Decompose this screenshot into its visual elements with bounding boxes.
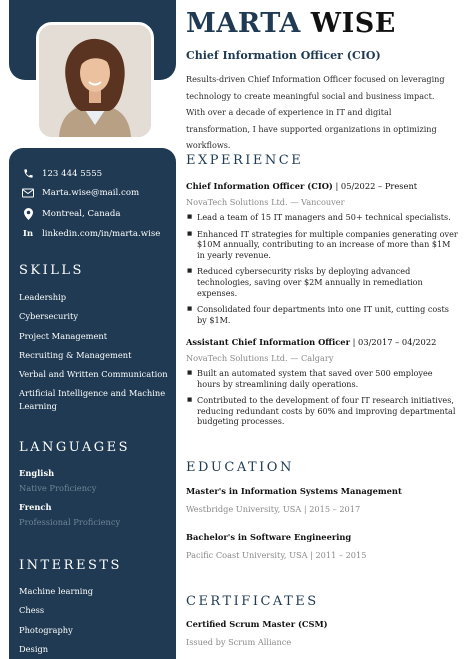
phone-icon <box>20 168 36 179</box>
degree-school: Westbridge University, USA | 2015 – 2017 <box>186 504 361 514</box>
job-dates: | 05/2022 – Present <box>332 181 418 191</box>
interest-item: Photography <box>19 625 73 635</box>
interest-item: Chess <box>19 605 45 615</box>
job-bullet: ■ Enhanced IT strategies for multiple companies generating over $10M annually, contributing to an increase of more than $1M in yearly revenue. <box>186 229 458 261</box>
job-company: NovaTech Solutions Ltd. — Calgary <box>186 353 334 363</box>
job-title: Assistant Chief Information Officer <box>186 337 350 347</box>
job-bullet: ■ Lead a team of 15 IT managers and 50+ technical specialists. <box>186 212 458 223</box>
sidebar <box>9 148 176 659</box>
full-name <box>186 8 396 39</box>
profile-photo <box>36 22 154 140</box>
phone-text: 123 444 5555 <box>42 168 103 179</box>
job-bullets <box>186 212 458 331</box>
skills-heading: SKILLS <box>19 263 84 278</box>
job-bullet: ■ Contributed to the development of four IT research initiatives, reducing redundant costs by 60% and improving departmental budgeting processes. <box>186 395 458 427</box>
job-company: NovaTech Solutions Ltd. — Vancouver <box>186 197 345 207</box>
first-name: MARTA <box>186 8 301 39</box>
language-level: Native Proficiency <box>19 483 97 493</box>
skill-item: Project Management <box>19 331 108 341</box>
location-pin-icon <box>20 208 36 220</box>
certificate-name: Certified Scrum Master (CSM) <box>186 619 328 629</box>
job-role: Chief Information Officer (CIO) <box>186 49 381 62</box>
job-bullet: ■ Consolidated four departments into one IT unit, cutting costs by $1M. <box>186 304 458 325</box>
skill-item: Recruiting & Management <box>19 350 132 360</box>
job-bullet: ■ Reduced cybersecurity risks by deploying advanced technologies, saving over $2M annually in remediation expenses. <box>186 266 458 298</box>
location-text: Montreal, Canada <box>42 209 121 219</box>
job-title: Chief Information Officer (CIO) <box>186 181 333 191</box>
mail-icon <box>20 188 36 198</box>
job-dates: | 03/2017 – 04/2022 <box>349 337 437 347</box>
linkedin-icon: In <box>22 229 34 239</box>
certificate-issuer: Issued by Scrum Alliance <box>186 637 292 647</box>
language-name: English <box>19 468 55 478</box>
certificates-heading: CERTIFICATES <box>186 594 319 609</box>
interest-item: Machine learning <box>19 586 94 596</box>
interests-heading: INTERESTS <box>19 558 122 573</box>
job-bullet: ■ Built an automated system that saved over 500 employee hours by streamlining daily operations. <box>186 368 458 389</box>
degree-title: Master's in Information Systems Management <box>186 486 402 496</box>
email-text: Marta.wise@mail.com <box>42 188 140 198</box>
language-level: Professional Proficiency <box>19 517 121 527</box>
languages-heading: LANGUAGES <box>19 440 131 455</box>
experience-heading: EXPERIENCE <box>186 153 304 168</box>
job-title-line <box>186 337 436 347</box>
language-name: French <box>19 502 52 512</box>
skill-item: Leadership <box>19 292 67 302</box>
contact-location <box>9 208 176 220</box>
degree-school: Pacific Coast University, USA | 2011 – 2015 <box>186 550 367 560</box>
interest-item: Design <box>19 644 49 654</box>
skill-item: Cybersecurity <box>19 311 79 321</box>
skill-item: Verbal and Written Communication <box>19 369 168 379</box>
job-title-line <box>186 181 417 191</box>
degree-title: Bachelor's in Software Engineering <box>186 532 352 542</box>
contact-email <box>9 188 176 198</box>
last-name: WISE <box>310 8 396 39</box>
job-bullets <box>186 368 458 433</box>
linkedin-text: linkedin.com/in/marta.wise <box>42 229 161 239</box>
education-heading: EDUCATION <box>186 460 294 475</box>
summary-text: Results-driven Chief Information Officer focused on leveraging technology to create meaningful social and business impact. With over a decade of experience in IT and digital transformation, I have supported organizations in optimizing workflows. <box>186 74 445 150</box>
skill-item: Artificial Intelligence and Machine Learning <box>19 388 166 411</box>
contact-phone <box>9 168 176 179</box>
contact-linkedin <box>9 229 176 239</box>
